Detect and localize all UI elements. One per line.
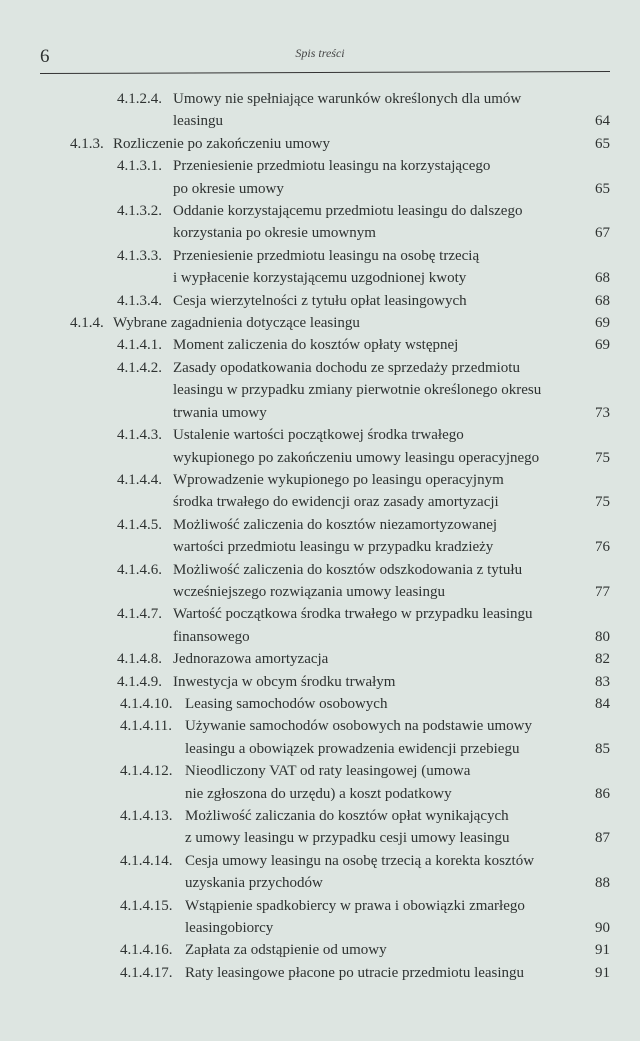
toc-entry-number: 4.1.3.2. xyxy=(117,203,162,220)
toc-entry-number: 4.1.4.7. xyxy=(117,606,162,623)
toc-entry-title-line: Wybrane zagadnienia dotyczące leasingu xyxy=(113,315,360,332)
toc-entry-title-line: trwania umowy xyxy=(173,404,267,421)
toc-entry-number: 4.1.4.15. xyxy=(120,897,173,914)
toc-entry-title-line: wartości przedmiotu leasingu w przypadku kradzieży xyxy=(173,539,494,556)
toc-entry-title-line: Przeniesienie przedmiotu leasingu na osobę trzecią xyxy=(173,247,480,264)
toc-entry xyxy=(0,603,640,648)
toc-entry-title-line: wykupionego po zakończeniu umowy leasingu operacyjnego xyxy=(173,449,540,466)
toc-entry-title-line: finansowego xyxy=(173,628,250,645)
toc-entry-title-line: Nieodliczony VAT od raty leasingowej (umowa xyxy=(185,763,471,780)
toc-entry-title-line: Przeniesienie przedmiotu leasingu na korzystającego xyxy=(173,158,491,175)
toc-entry-title-line: Możliwość zaliczenia do kosztów odszkodowania z tytułu xyxy=(173,561,523,578)
toc-entry-title-line: Wartość początkowa środka trwałego w przypadku leasingu xyxy=(173,606,533,623)
toc-entry-number: 4.1.4.10. xyxy=(120,695,173,712)
toc-entry-title-line: leasingu w przypadku zmiany pierwotnie określonego okresu xyxy=(173,382,542,399)
toc-entry-title-line: uzyskania przychodów xyxy=(185,875,323,892)
toc-entry xyxy=(0,895,640,940)
toc-entry-page: 87 xyxy=(595,830,610,847)
toc-entry-page: 75 xyxy=(595,449,610,466)
toc-entry-number: 4.1.4.3. xyxy=(117,427,162,444)
toc-entry-page: 73 xyxy=(595,404,610,421)
toc-entry-title-line: Leasing samochodów osobowych xyxy=(185,695,388,712)
toc-entry-title-line: leasingu xyxy=(173,113,223,130)
toc-entry xyxy=(0,693,640,715)
toc-entry-number: 4.1.4.12. xyxy=(120,763,173,780)
toc-entry-number: 4.1.4.16. xyxy=(120,942,173,959)
table-of-contents xyxy=(0,88,640,984)
toc-entry-page: 75 xyxy=(595,494,610,511)
toc-entry-title-line: Wstąpienie spadkobiercy w prawa i obowiązki zmarłego xyxy=(185,897,525,914)
toc-entry-page: 67 xyxy=(595,225,610,242)
toc-entry-page: 65 xyxy=(595,135,610,152)
toc-entry-number: 4.1.4.9. xyxy=(117,673,162,690)
toc-entry-page: 82 xyxy=(595,651,610,668)
toc-entry-page: 68 xyxy=(595,270,610,287)
toc-entry xyxy=(0,334,640,356)
toc-entry-title-line: Moment zaliczenia do kosztów opłaty wstępnej xyxy=(173,337,459,354)
toc-entry xyxy=(0,559,640,604)
toc-entry xyxy=(0,469,640,514)
toc-entry-number: 4.1.4.11. xyxy=(120,718,172,735)
toc-entry-page: 65 xyxy=(595,180,610,197)
toc-entry-title-line: wcześniejszego rozwiązania umowy leasingu xyxy=(173,583,445,600)
toc-entry-number: 4.1.3.4. xyxy=(117,292,162,309)
toc-entry xyxy=(0,962,640,984)
toc-entry-page: 69 xyxy=(595,315,610,332)
toc-entry-number: 4.1.4. xyxy=(70,315,104,332)
toc-entry-number: 4.1.4.13. xyxy=(120,808,173,824)
toc-entry-page: 69 xyxy=(595,337,610,354)
toc-entry-page: 91 xyxy=(595,942,610,959)
toc-entry xyxy=(0,760,640,805)
toc-entry-page: 64 xyxy=(595,113,610,130)
toc-entry xyxy=(0,357,640,424)
toc-entry xyxy=(0,290,640,312)
toc-entry-page: 77 xyxy=(595,583,610,600)
toc-entry-page: 76 xyxy=(595,539,610,556)
toc-entry-title-line: Rozliczenie po zakończeniu umowy xyxy=(113,135,331,152)
toc-entry-page: 80 xyxy=(595,628,610,645)
toc-entry-title-line: Inwestycja w obcym środku trwałym xyxy=(173,673,396,690)
toc-entry-title-line: Cesja wierzytelności z tytułu opłat leasingowych xyxy=(173,292,467,309)
toc-entry xyxy=(0,155,640,200)
toc-entry-page: 90 xyxy=(595,920,610,937)
toc-entry-number: 4.1.4.1. xyxy=(117,337,162,354)
toc-entry xyxy=(0,200,640,245)
page-number: 6 xyxy=(40,46,50,67)
toc-entry-page: 68 xyxy=(595,292,610,309)
toc-entry-page: 88 xyxy=(595,875,610,892)
toc-entry-title-line: po okresie umowy xyxy=(173,180,284,197)
toc-entry-title-line: Cesja umowy leasingu na osobę trzecią a korekta kosztów xyxy=(185,852,535,869)
running-title: Spis treści xyxy=(295,46,345,60)
toc-entry-number: 4.1.4.6. xyxy=(117,561,162,578)
toc-entry-number: 4.1.4.2. xyxy=(117,359,162,376)
toc-entry xyxy=(0,850,640,895)
toc-entry-title-line: Oddanie korzystającemu przedmiotu leasingu do dalszego xyxy=(173,203,523,220)
toc-entry xyxy=(0,671,640,693)
toc-entry-title-line: Używanie samochodów osobowych na podstawie umowy xyxy=(185,718,533,735)
toc-entry-page: 91 xyxy=(595,964,610,981)
toc-entry-title-line: leasingu a obowiązek prowadzenia ewidencji przebiegu xyxy=(185,740,520,757)
toc-entry-title-line: Raty leasingowe płacone po utracie przedmiotu leasingu xyxy=(185,964,525,981)
toc-entry-title-line: Jednorazowa amortyzacja xyxy=(173,651,329,668)
toc-entry xyxy=(0,514,640,559)
toc-entry xyxy=(0,715,640,760)
toc-entry-number: 4.1.4.17. xyxy=(120,964,173,981)
toc-entry-number: 4.1.3.1. xyxy=(117,158,162,175)
toc-entry-page: 84 xyxy=(595,695,610,712)
toc-entry-number: 4.1.3.3. xyxy=(117,247,162,264)
toc-entry xyxy=(0,424,640,469)
toc-entry-number: 4.1.4.14. xyxy=(120,852,173,869)
toc-entry-number: 4.1.4.4. xyxy=(117,471,162,488)
toc-entry-page: 85 xyxy=(595,740,610,757)
toc-entry xyxy=(0,939,640,961)
toc-entry-title-line: i wypłacenie korzystającemu uzgodnionej kwoty xyxy=(173,270,467,287)
toc-entry-number: 4.1.2.4. xyxy=(117,91,162,107)
toc-entry-title-line: leasingobiorcy xyxy=(185,920,274,937)
toc-entry-title-line: Zapłata za odstąpienie od umowy xyxy=(185,942,387,959)
toc-entry-number: 4.1.3. xyxy=(70,135,104,152)
toc-entry-title-line: z umowy leasingu w przypadku cesji umowy leasingu xyxy=(185,830,510,847)
toc-entry-title-line: środka trwałego do ewidencji oraz zasady amortyzacji xyxy=(173,494,499,511)
toc-entry xyxy=(0,805,640,850)
toc-entry-title-line: Zasady opodatkowania dochodu ze sprzedaży przedmiotu xyxy=(173,359,520,376)
header-rule xyxy=(40,71,610,74)
toc-entry-title-line: Umowy nie spełniające warunków określonych dla umów xyxy=(173,91,522,107)
toc-entry-title-line: Możliwość zaliczania do kosztów opłat wynikających xyxy=(185,808,509,824)
toc-entry xyxy=(0,312,640,334)
toc-entry-page: 83 xyxy=(595,673,610,690)
toc-entry xyxy=(0,648,640,670)
toc-entry-title-line: Ustalenie wartości początkowej środka trwałego xyxy=(173,427,464,444)
toc-entry xyxy=(0,133,640,155)
toc-entry-title-line: korzystania po okresie umownym xyxy=(173,225,376,242)
toc-entry-title-line: nie zgłoszona do urzędu) a koszt podatkowy xyxy=(185,785,452,802)
toc-entry-title-line: Możliwość zaliczenia do kosztów niezamortyzowanej xyxy=(173,516,498,533)
toc-entry xyxy=(0,88,640,133)
toc-entry-title-line: Wprowadzenie wykupionego po leasingu operacyjnym xyxy=(173,471,504,488)
toc-entry-page: 86 xyxy=(595,785,610,802)
toc-entry-number: 4.1.4.5. xyxy=(117,516,162,533)
toc-entry-number: 4.1.4.8. xyxy=(117,651,162,668)
toc-entry xyxy=(0,245,640,290)
